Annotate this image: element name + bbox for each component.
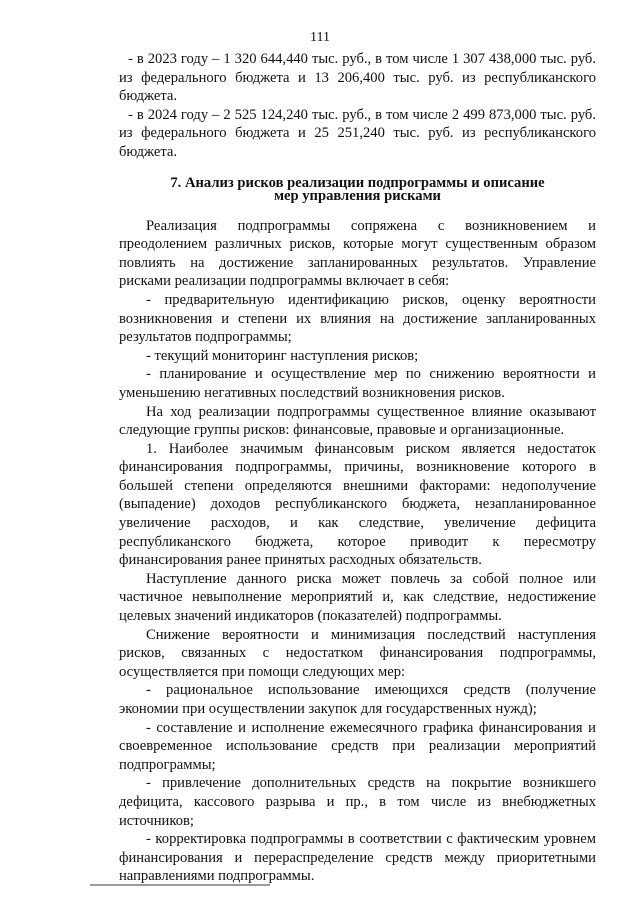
funding-item-2023: - в 2023 году – 1 320 644,440 тыс. руб., в том числе 1 307 438,000 тыс. руб. из федерального бюджета и 13 206,400 тыс. руб. из республиканского бюджета.	[119, 51, 596, 105]
section-heading-line-2: мер управления рисками	[274, 187, 441, 204]
section-heading-line-1: 7. Анализ рисков реализации подпрограммы и описание	[170, 174, 545, 191]
footer-stamp-graphic	[90, 883, 270, 887]
funding-item-2024: - в 2024 году – 2 525 124,240 тыс. руб., в том числе 2 499 873,000 тыс. руб. из федерального бюджета и 25 251,240 тыс. руб. из республиканского бюджета.	[119, 106, 596, 160]
list-item: - планирование и осуществление мер по снижению вероятности и уменьшению негативных последствий возникновения рисков.	[119, 366, 596, 401]
page-number: 111	[310, 30, 330, 45]
list-item: - привлечение дополнительных средств на покрытие возникшего дефицита, кассового разрыва и пр., в том числе из внебюджетных источников;	[119, 775, 596, 829]
page-content	[119, 50, 596, 886]
paragraph-financial-risk: 1. Наиболее значимым финансовым риском является недостаток финансирования подпрограммы, причины, возникновение которого в большей степени определяются внешними факторами: недополучение (выпадение) доходов республиканского бюджета, незапланированное увеличение расходов, и как следствие, увеличение дефицита республиканского бюджета, которое приводит к пересмотру финансирования ранее принятых расходных обязательств.	[119, 440, 596, 569]
list-item: - корректировка подпрограммы в соответствии с фактическим уровнем финансирования и перераспределение средств между приоритетными направлениями подпрограммы.	[119, 831, 596, 885]
list-item: - рациональное использование имеющихся средств (получение экономии при осуществлении закупок для государственных нужд);	[119, 682, 596, 717]
list-item: - текущий мониторинг наступления рисков;	[146, 347, 419, 364]
paragraph-mitigation-measures: Снижение вероятности и минимизация последствий наступления рисков, связанных с недостатком финансирования подпрограммы, осуществляется при помощи следующих мер:	[119, 626, 596, 680]
paragraph-risk-groups: На ход реализации подпрограммы существенное влияние оказывают следующие группы рисков: финансовые, правовые и организационные.	[119, 403, 596, 439]
list-item: - составление и исполнение ежемесячного графика финансирования и своевременное использование средств при реализации мероприятий подпрограммы;	[119, 719, 596, 773]
paragraph-risk-consequences: Наступление данного риска может повлечь за собой полное или частичное невыполнение мероприятий и, как следствие, недостижение целевых значений индикаторов (показателей) подпрограммы.	[119, 570, 596, 625]
list-item: - предварительную идентификацию рисков, оценку вероятности возникновения и степени их влияния на достижение запланированных результатов подпрограммы;	[119, 291, 596, 346]
footer-file-stamp	[90, 883, 270, 888]
section-heading	[119, 174, 596, 204]
paragraph-risk-management: Реализация подпрограммы сопряжена с возникновением и преодолением различных рисков, которые могут существенным образом повлиять на достижение запланированных результатов. Управление рисками реализации подпрограммы включает в себя:	[119, 217, 596, 290]
